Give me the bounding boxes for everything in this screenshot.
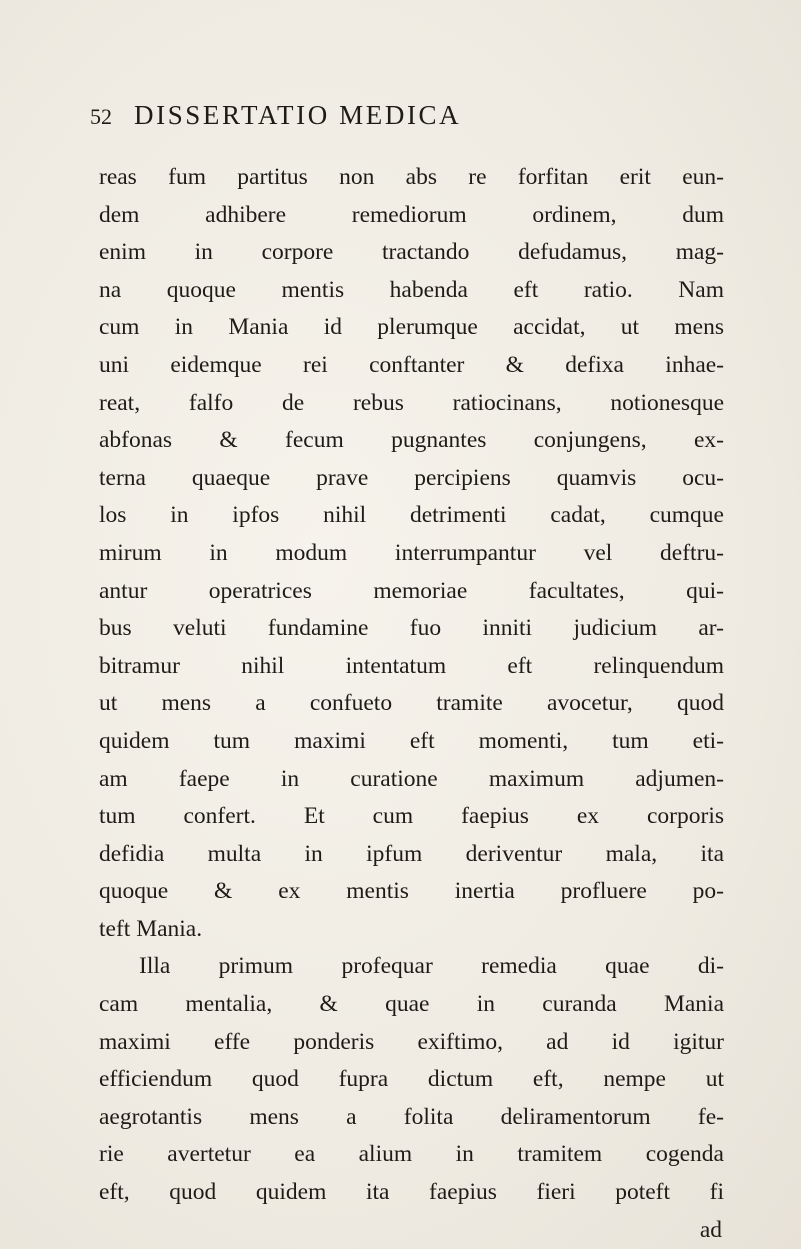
paragraph-start-line: Illa primum profequar remedia quae di- — [139, 953, 724, 980]
text-line: reat, falfo de rebus ratiocinans, notionesque — [99, 389, 724, 416]
page-number: 52 — [90, 104, 112, 129]
running-head — [90, 100, 730, 136]
text-line: reas fum partitus non abs re forfitan erit eun- — [99, 164, 724, 190]
text-line: enim in corpore tractando defudamus, mag- — [99, 239, 724, 266]
text-line: aegrotantis mens a folita deliramentorum fe- — [99, 1103, 724, 1130]
text-line: abfonas & fecum pugnantes conjungens, ex- — [99, 427, 724, 454]
text-line: ut mens a confueto tramite avocetur, quod — [99, 690, 724, 717]
text-line: am faepe in curatione maximum adjumen- — [99, 765, 724, 792]
text-line: terna quaeque prave percipiens quamvis ocu- — [99, 464, 724, 491]
running-title: DISSERTATIO MEDICA — [134, 100, 462, 130]
text-line: efficiendum quod fupra dictum eft, nempe ut — [99, 1066, 724, 1093]
text-line: cam mentalia, & quae in curanda Mania — [99, 991, 724, 1018]
text-line: tum confert. Et cum faepius ex corporis — [99, 803, 724, 830]
catchword: ad — [699, 1216, 722, 1243]
text-line: rie avertetur ea alium in tramitem cogenda — [99, 1141, 724, 1168]
paragraph-end-line: teft Mania. — [99, 915, 203, 942]
text-line: eft, quod quidem ita faepius fieri poteft fi — [99, 1179, 724, 1206]
text-line: bus veluti fundamine fuo inniti judicium ar- — [99, 615, 724, 642]
text-line: defidia multa in ipfum deriventur mala, ita — [99, 840, 724, 867]
text-line: maximi effe ponderis exiftimo, ad id igitur — [99, 1028, 724, 1055]
text-line: los in ipfos nihil detrimenti cadat, cumque — [99, 502, 724, 529]
text-line: na quoque mentis habenda eft ratio. Nam — [99, 276, 724, 303]
text-line: cum in Mania id plerumque accidat, ut mens — [99, 314, 724, 341]
body-text — [99, 159, 724, 1249]
text-line: uni eidemque rei conftanter & defixa inhae- — [99, 351, 724, 378]
text-line: bitramur nihil intentatum eft relinquendum — [99, 652, 724, 679]
text-line: quoque & ex mentis inertia profluere po- — [99, 878, 724, 905]
text-line: quidem tum maximi eft momenti, tum eti- — [99, 727, 724, 754]
text-line: mirum in modum interrumpantur vel deftru- — [99, 539, 724, 566]
text-line: antur operatrices memoriae facultates, qui- — [99, 577, 724, 604]
text-line: dem adhibere remediorum ordinem, dum — [99, 201, 724, 228]
